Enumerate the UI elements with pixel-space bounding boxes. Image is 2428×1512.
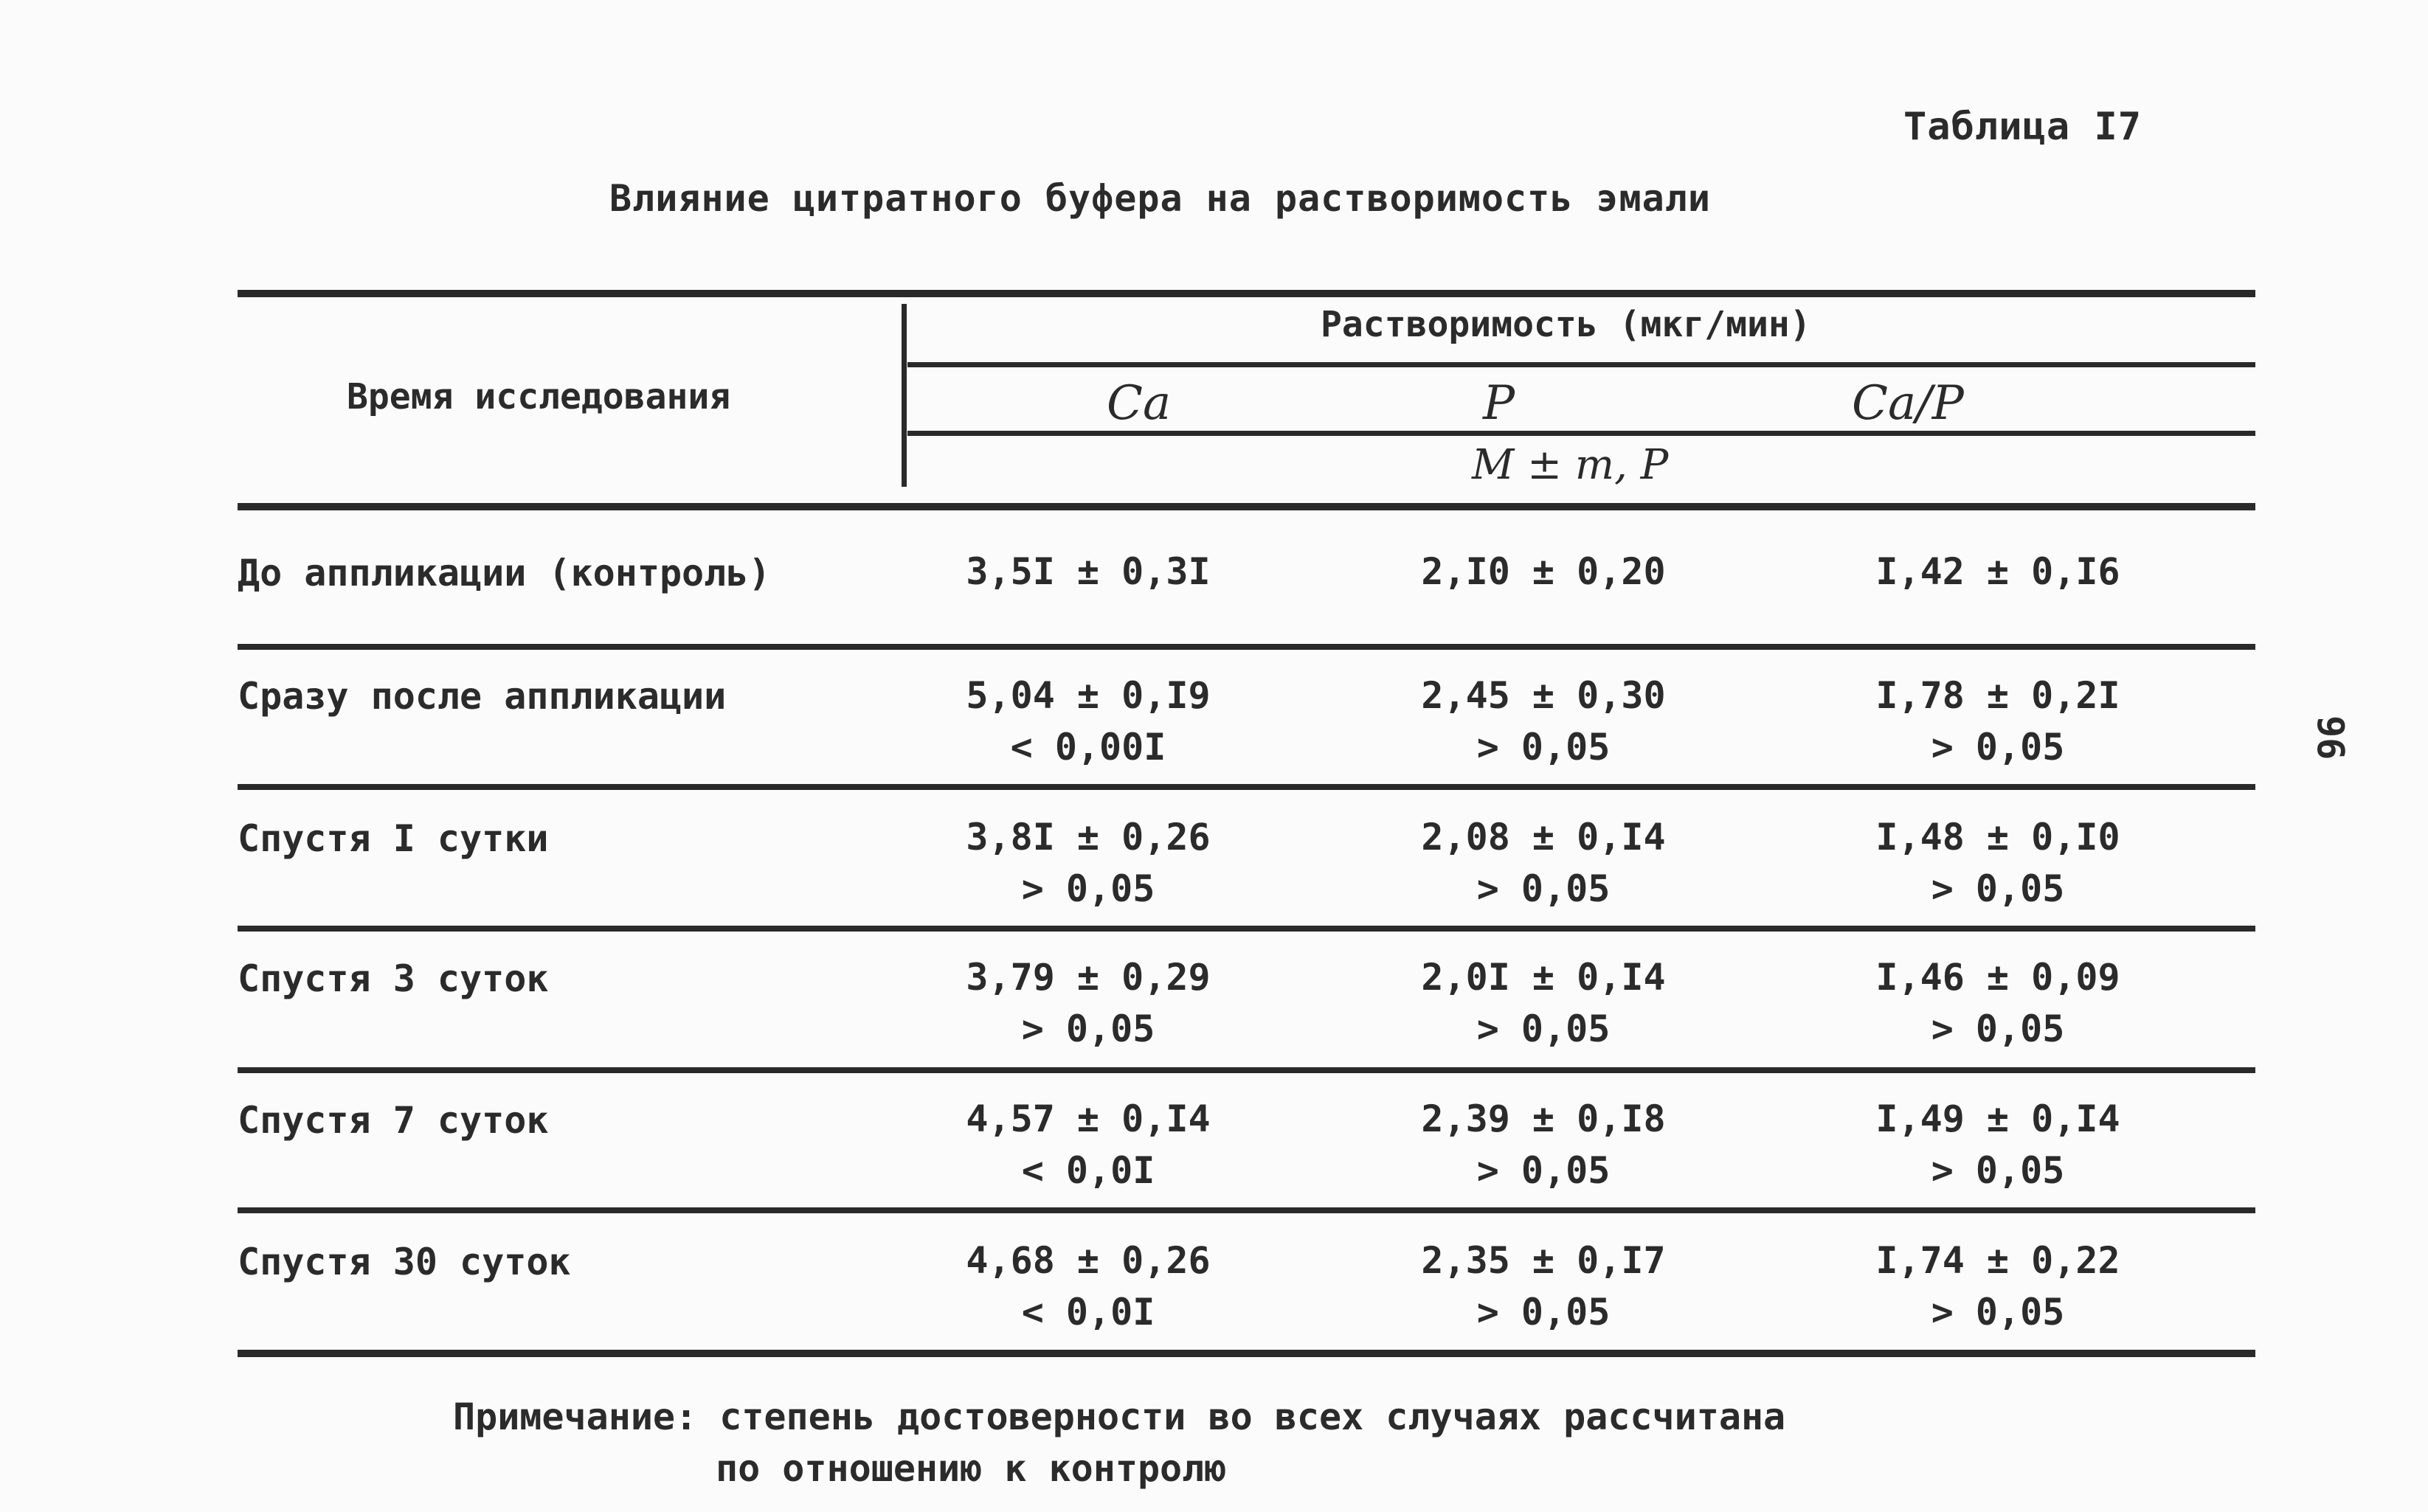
row-rule-5 (238, 1207, 2255, 1213)
mean-value: I,74 ± 0,22 (1875, 1239, 2120, 1282)
row-label: Спустя I сутки (238, 817, 549, 860)
p-value: > 0,05 (1021, 1008, 1155, 1050)
p-value: > 0,05 (1476, 1149, 1611, 1192)
header-ca: Ca (1107, 376, 1172, 431)
table-cell (919, 811, 1258, 915)
p-value: > 0,05 (1931, 1008, 2065, 1050)
p-value: > 0,05 (1931, 867, 2065, 910)
mean-value: 2,45 ± 0,30 (1421, 674, 1666, 717)
p-value: < 0,0I (1021, 1291, 1155, 1334)
top-rule (238, 290, 2255, 297)
mean-value: 3,5I ± 0,3I (966, 550, 1211, 593)
mean-value: I,46 ± 0,09 (1875, 956, 2120, 999)
mean-value: 5,04 ± 0,I9 (966, 674, 1211, 717)
table-cell (1374, 546, 1713, 597)
p-value: > 0,05 (1931, 1291, 2065, 1334)
row-label: До аппликации (контроль) (238, 552, 771, 594)
table-cell (919, 546, 1258, 597)
p-value: > 0,05 (1021, 867, 1155, 910)
p-value: > 0,05 (1476, 867, 1611, 910)
table-cell (919, 1093, 1258, 1196)
p-value: > 0,05 (1476, 726, 1611, 769)
p-value: < 0,0I (1021, 1149, 1155, 1192)
mean-value: 3,79 ± 0,29 (966, 956, 1211, 999)
table-cell (1828, 670, 2168, 773)
mean-value: 4,57 ± 0,I4 (966, 1097, 1211, 1140)
header-time: Время исследования (347, 376, 731, 417)
mean-value: 3,8I ± 0,26 (966, 816, 1211, 859)
table-cell (1828, 1093, 2168, 1196)
table-cell (1828, 951, 2168, 1055)
mean-value: 2,0I ± 0,I4 (1421, 956, 1666, 999)
table-cell (1374, 1235, 1713, 1338)
row-label: Спустя 3 суток (238, 957, 549, 1000)
row-rule-1 (238, 644, 2255, 650)
mean-value: 2,35 ± 0,I7 (1421, 1239, 1666, 1282)
page-number: 96 (2309, 715, 2352, 760)
mean-value: 2,08 ± 0,I4 (1421, 816, 1666, 859)
header-p: P (1483, 376, 1515, 431)
p-value: > 0,05 (1931, 726, 2065, 769)
table-cell (919, 1235, 1258, 1338)
mean-value: 2,39 ± 0,I8 (1421, 1097, 1666, 1140)
row-label: Спустя 7 суток (238, 1099, 549, 1142)
table-cell (1828, 811, 2168, 915)
row-rule-3 (238, 926, 2255, 932)
mean-value: I,42 ± 0,I6 (1875, 550, 2120, 593)
table-cell (1374, 670, 1713, 773)
table-cell (919, 951, 1258, 1055)
footnote-line-2: по отношению к контролю (716, 1447, 1227, 1490)
header-solubility: Растворимость (мкг/мин) (1321, 304, 1811, 345)
table-number: Таблица I7 (1903, 105, 2142, 149)
mean-value: I,49 ± 0,I4 (1875, 1097, 2120, 1140)
mean-value: 2,I0 ± 0,20 (1421, 550, 1666, 593)
header-stat: M ± m, P (1472, 441, 1669, 489)
p-value: < 0,00I (1010, 726, 1166, 769)
header-divider (902, 304, 907, 487)
row-rule-4 (238, 1067, 2255, 1073)
table-cell (1374, 951, 1713, 1055)
bottom-rule (238, 1350, 2255, 1357)
p-value: > 0,05 (1476, 1291, 1611, 1334)
table-cell (1828, 546, 2168, 597)
table-title: Влияние цитратного буфера на растворимость эмали (609, 177, 1711, 220)
header-rule-1 (907, 362, 2255, 367)
header-bottom-rule (238, 503, 2255, 510)
header-ca-p: Ca/P (1852, 376, 1964, 431)
mean-value: 4,68 ± 0,26 (966, 1239, 1211, 1282)
table-cell (1374, 811, 1713, 915)
mean-value: I,48 ± 0,I0 (1875, 816, 2120, 859)
mean-value: I,78 ± 0,2I (1875, 674, 2120, 717)
table-cell (1828, 1235, 2168, 1338)
table-cell (1374, 1093, 1713, 1196)
row-rule-2 (238, 784, 2255, 790)
footnote-line-1: Примечание: степень достоверности во всех случаях рассчитана (453, 1395, 1786, 1438)
p-value: > 0,05 (1476, 1008, 1611, 1050)
p-value: > 0,05 (1931, 1149, 2065, 1192)
table-cell (919, 670, 1258, 773)
row-label: Спустя 30 суток (238, 1241, 571, 1283)
row-label: Сразу после аппликации (238, 675, 727, 718)
header-rule-2 (907, 431, 2255, 436)
